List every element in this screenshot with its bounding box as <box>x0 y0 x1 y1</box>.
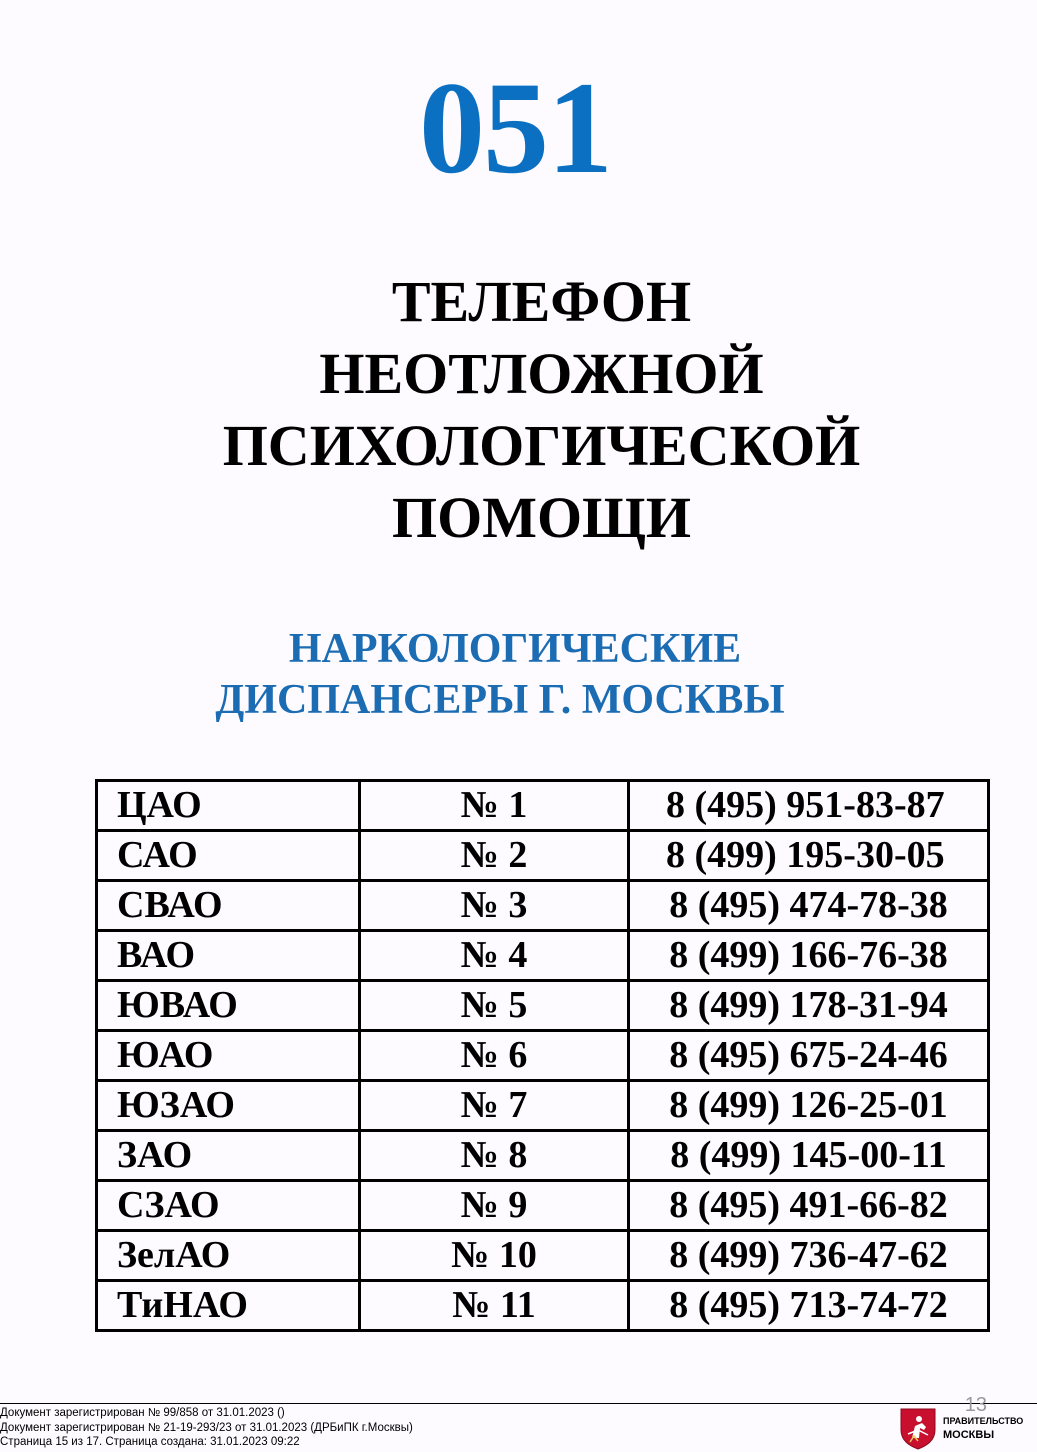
dispensary-number-cell: № 6 <box>360 1031 629 1081</box>
dispensary-number-cell: № 1 <box>360 781 629 831</box>
subtitle-line: ДИСПАНСЕРЫ Г. МОСКВЫ <box>215 677 785 723</box>
phone-cell: 8 (499) 195-30-05 <box>629 831 989 881</box>
phone-cell: 8 (499) 126-25-01 <box>629 1081 989 1131</box>
page-title <box>0 266 1037 554</box>
registration-line: Документ зарегистрирован № 21-19-293/23 от 31.01.2023 (ДРБиПК г.Москвы) <box>0 1421 413 1434</box>
government-text-line: ПРАВИТЕЛЬСТВО <box>943 1416 1024 1426</box>
dispensary-number-cell: № 11 <box>360 1281 629 1331</box>
dispensary-phone-table <box>95 779 990 1332</box>
government-logo-text <box>943 1414 1023 1442</box>
district-cell: СВАО <box>97 881 360 931</box>
moscow-coat-of-arms-icon <box>898 1406 938 1450</box>
dispensary-number-cell: № 5 <box>360 981 629 1031</box>
page-number: 13 <box>964 1394 987 1416</box>
table-row <box>97 881 989 931</box>
table-row <box>97 981 989 1031</box>
registration-line: Документ зарегистрирован № 99/858 от 31.01.2023 () <box>0 1407 285 1419</box>
title-line: ПСИХОЛОГИЧЕСКОЙ <box>222 413 861 478</box>
district-cell: ЮАО <box>97 1031 360 1081</box>
table-row <box>97 781 989 831</box>
table-row <box>97 1231 989 1281</box>
district-cell: ЮЗАО <box>97 1081 360 1131</box>
phone-cell: 8 (495) 491-66-82 <box>629 1181 989 1231</box>
dispensary-number-cell: № 4 <box>360 931 629 981</box>
hotline-number: 051 <box>419 54 611 201</box>
table-row <box>97 1031 989 1081</box>
section-subtitle <box>0 624 1030 726</box>
phone-cell: 8 (495) 474-78-38 <box>629 881 989 931</box>
dispensary-number-cell: № 9 <box>360 1181 629 1231</box>
government-text-line: МОСКВЫ <box>943 1429 995 1441</box>
table-row <box>97 1131 989 1181</box>
table-row <box>97 1181 989 1231</box>
registration-stamp <box>0 1406 413 1450</box>
registration-line: Страница 15 из 17. Страница создана: 31.01.2023 09:22 <box>0 1436 300 1448</box>
phone-cell: 8 (495) 675-24-46 <box>629 1031 989 1081</box>
district-cell: САО <box>97 831 360 881</box>
phone-cell: 8 (499) 145-00-11 <box>629 1131 989 1181</box>
phone-cell: 8 (499) 178-31-94 <box>629 981 989 1031</box>
title-line: ТЕЛЕФОН <box>391 269 692 334</box>
table-row <box>97 1081 989 1131</box>
dispensary-number-cell: № 3 <box>360 881 629 931</box>
district-cell: СЗАО <box>97 1181 360 1231</box>
district-cell: ВАО <box>97 931 360 981</box>
phone-cell: 8 (499) 736-47-62 <box>629 1231 989 1281</box>
subtitle-line: НАРКОЛОГИЧЕСКИЕ <box>288 626 742 672</box>
phone-cell: 8 (495) 713-74-72 <box>629 1281 989 1331</box>
district-cell: ЦАО <box>97 781 360 831</box>
district-cell: ЮВАО <box>97 981 360 1031</box>
district-cell: ЗелАО <box>97 1231 360 1281</box>
dispensary-number-cell: № 10 <box>360 1231 629 1281</box>
district-cell: ТиНАО <box>97 1281 360 1331</box>
document-footer <box>0 1394 1037 1452</box>
dispensary-number-cell: № 2 <box>360 831 629 881</box>
phone-cell: 8 (495) 951-83-87 <box>629 781 989 831</box>
title-line: ПОМОЩИ <box>392 485 691 550</box>
dispensary-number-cell: № 7 <box>360 1081 629 1131</box>
district-cell: ЗАО <box>97 1131 360 1181</box>
table-row <box>97 831 989 881</box>
table-row <box>97 1281 989 1331</box>
title-line: НЕОТЛОЖНОЙ <box>319 341 764 406</box>
phone-cell: 8 (499) 166-76-38 <box>629 931 989 981</box>
table-row <box>97 931 989 981</box>
dispensary-number-cell: № 8 <box>360 1131 629 1181</box>
